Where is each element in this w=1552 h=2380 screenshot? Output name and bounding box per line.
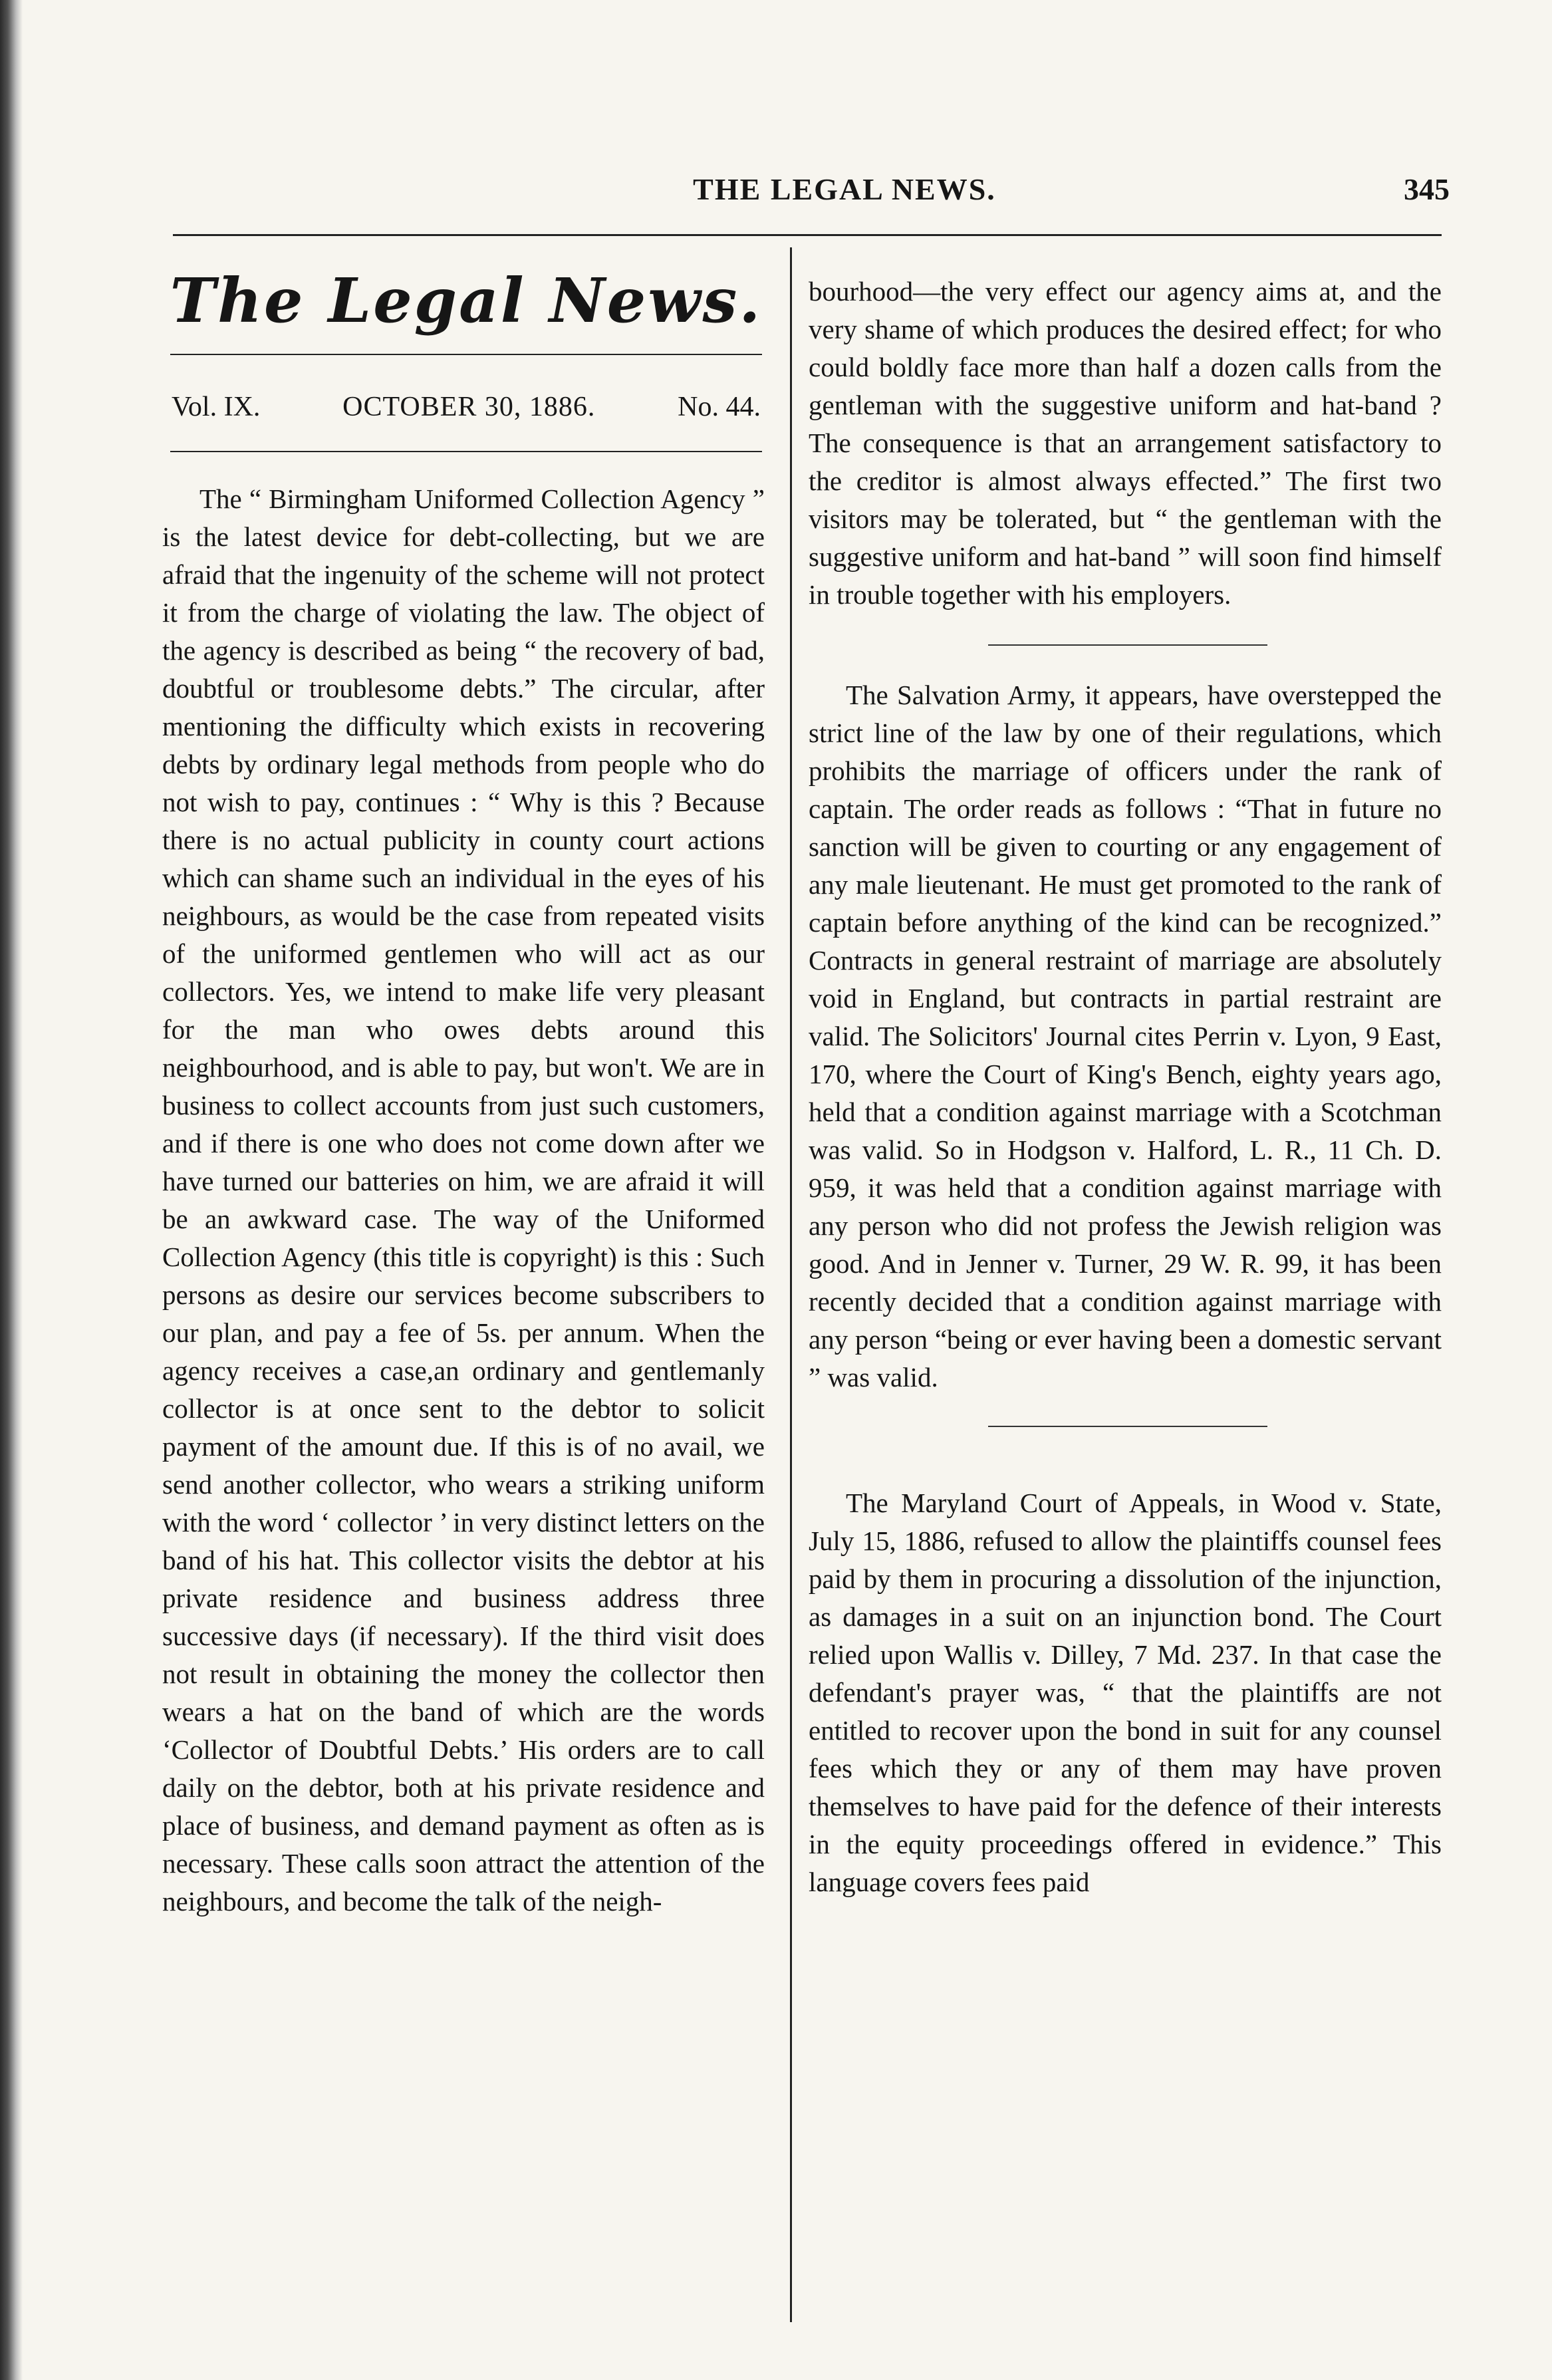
- masthead-rule-bottom: [170, 451, 762, 452]
- issue-number: No. 44.: [678, 392, 761, 422]
- page-number: 345: [1404, 172, 1450, 206]
- issue-date: OCTOBER 30, 1886.: [342, 392, 596, 422]
- running-head: [173, 172, 1450, 218]
- issue-line: [154, 355, 778, 451]
- left-column: [154, 247, 778, 1920]
- article-salvation-army: The Salvation Army, it appears, have overstepped the strict line of the law by one of their regulations, which prohibits the marriage of officers under the rank of captain. The order reads as follows : “That in future no sanction will be given to courting or any engagement of any male lieutenant. He must get promoted to the rank of captain before anything of the kind can be recognized.” Contracts in general restraint of marriage are absolutely void in England, but contracts in partial restraint are valid. The Solicitors' Journal cites Perrin v. Lyon, 9 East, 170, where the Court of King's Bench, eighty years ago, held that a condition against marriage with a Scotchman was valid. So in Hodgson v. Halford, L. R., 11 Ch. D. 959, it was held that a condition against marriage with any person who did not profess the Jewish religion was good. And in Jenner v. Turner, 29 W. R. 99, it has been recently decided that a condition against marriage with any person “being or ever having been a domestic servant ” was valid.: [809, 680, 1442, 1392]
- right-column: [809, 273, 1447, 1901]
- masthead-title: The Legal News.: [170, 265, 763, 336]
- article-collection-agency: The “ Birmingham Uniformed Collection Agency ” is the latest device for debt-collecting, but we are afraid that the ingenuity of the scheme will not protect it from the charge of violating the law. The object of the agency is described as being “ the recovery of bad, doubtful or troublesome debts.” The circular, after mentioning the difficulty which exists in recovering debts by ordinary legal methods from people who do not wish to pay, continues : “ Why is this ? Because there is no actual publicity in county court actions which can shame such an individual in the eyes of his neighbours, as would be the case from repeated visits of the uniformed gentlemen who will act as our collectors. Yes, we intend to make life very pleasant for the man who owes debts around this neighbourhood, and is able to pay, but won't. We are in business to collect accounts from just such customers, and if there is one who does not come down after we have turned our batteries on him, we are afraid it will be an awkward case. The way of the Uniformed Collection Agency (this title is copyright) is this : Such persons as desire our services become subscribers to our plan, and pay a fee of 5s. per annum. When the agency receives a case,an ordinary and gentlemanly collector is at once sent to the debtor to solicit payment of the amount due. If this is of no avail, we send another collector, who wears a striking uniform with the word ‘ collector ’ in very distinct letters on the band of his hat. This collector visits the debtor at his private residence and business address three successive days (if necessary). If the third visit does not result in obtaining the money the collector then wears a hat on the band of which are the words ‘Collector of Doubtful Debts.’ His orders are to call daily on the debtor, both at his private residence and place of business, and demand payment as often as is necessary. These calls soon attract the attention of the neighbours, and become the talk of the neigh-: [162, 483, 765, 1917]
- page-binding-edge: [0, 0, 23, 2380]
- article-maryland-court: The Maryland Court of Appeals, in Wood v. State, July 15, 1886, refused to allow the plaintiffs counsel fees paid by them in procuring a dissolution of the injunction, as damages in a suit on an injunction bond. The Court relied upon Wallis v. Dilley, 7 Md. 237. In that case the defendant's prayer was, “ that the plaintiffs are not entitled to recover upon the bond in suit for any counsel fees which they or any of them may have proven themselves to have paid for the defence of their interests in the equity proceedings offered in evidence.” This language covers fees paid: [809, 1488, 1442, 1897]
- header-rule: [173, 234, 1442, 236]
- issue-volume: Vol. IX.: [172, 392, 261, 422]
- article-separator: [988, 644, 1267, 646]
- article-separator: [988, 1426, 1267, 1427]
- column-divider: [790, 247, 792, 2322]
- running-title: THE LEGAL NEWS.: [693, 172, 996, 206]
- article-collection-agency-continued: bourhood—the very effect our agency aims at, and the very shame of which produces the desired effect; for who could boldly face more than half a dozen calls from the gentleman with the suggestive uniform and hat-band ? The consequence is that an arrangement satisfactory to the creditor is almost always effected.” The first two visitors may be tolerated, but “ the gentleman with the suggestive uniform and hat-band ” will soon find himself in trouble together with his employers.: [809, 276, 1442, 610]
